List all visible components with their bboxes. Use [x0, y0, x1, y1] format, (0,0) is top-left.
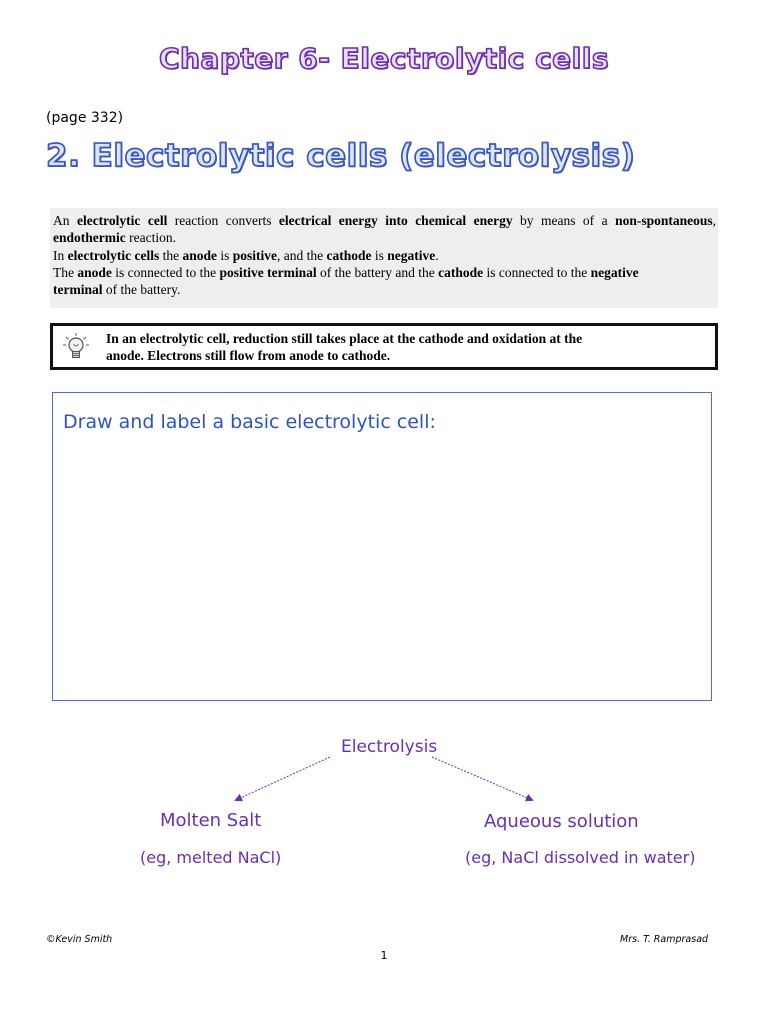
page-reference: (page 332) [46, 110, 124, 126]
tip-box [50, 323, 718, 370]
drawing-area[interactable] [52, 392, 712, 701]
tip-line: anode. Electrons still flow from anode to cathode. [106, 348, 391, 363]
footer-author: Mrs. T. Ramprasad [620, 934, 709, 945]
chapter-title: Chapter 6- Electrolytic cells [158, 42, 610, 75]
molten-salt-example: (eg, melted NaCl) [140, 848, 282, 867]
definition-paragraph: An electrolytic cell reaction converts electrical energy into chemical energy by means of a non-spontaneous, endothermic reaction. [53, 213, 716, 245]
aqueous-solution-label: Aqueous solution [484, 811, 639, 832]
page-number: 1 [380, 949, 388, 962]
definition-box [50, 208, 718, 308]
aqueous-solution-example: (eg, NaCl dissolved in water) [465, 848, 696, 867]
electrode-sign-paragraph: In electrolytic cells the anode is positive, and the cathode is negative. [53, 248, 439, 263]
footer-copyright: ©Kevin Smith [46, 934, 113, 945]
drawing-prompt: Draw and label a basic electrolytic cell: [63, 411, 436, 433]
tip-line: In an electrolytic cell, reduction still takes place at the cathode and oxidation at the [106, 331, 583, 346]
lightbulb-icon [63, 332, 89, 362]
section-title: 2. Electrolytic cells (electrolysis) [46, 138, 636, 174]
diagram-root-label: Electrolysis [341, 737, 438, 757]
molten-salt-label: Molten Salt [160, 810, 262, 831]
arrow-to-molten-salt [236, 757, 330, 800]
arrow-to-aqueous-solution [432, 757, 532, 800]
battery-connection-paragraph: The anode is connected to the positive terminal of the battery and the cathode is connected to the negative terminal of the battery. [53, 265, 639, 297]
tip-text [106, 330, 706, 364]
